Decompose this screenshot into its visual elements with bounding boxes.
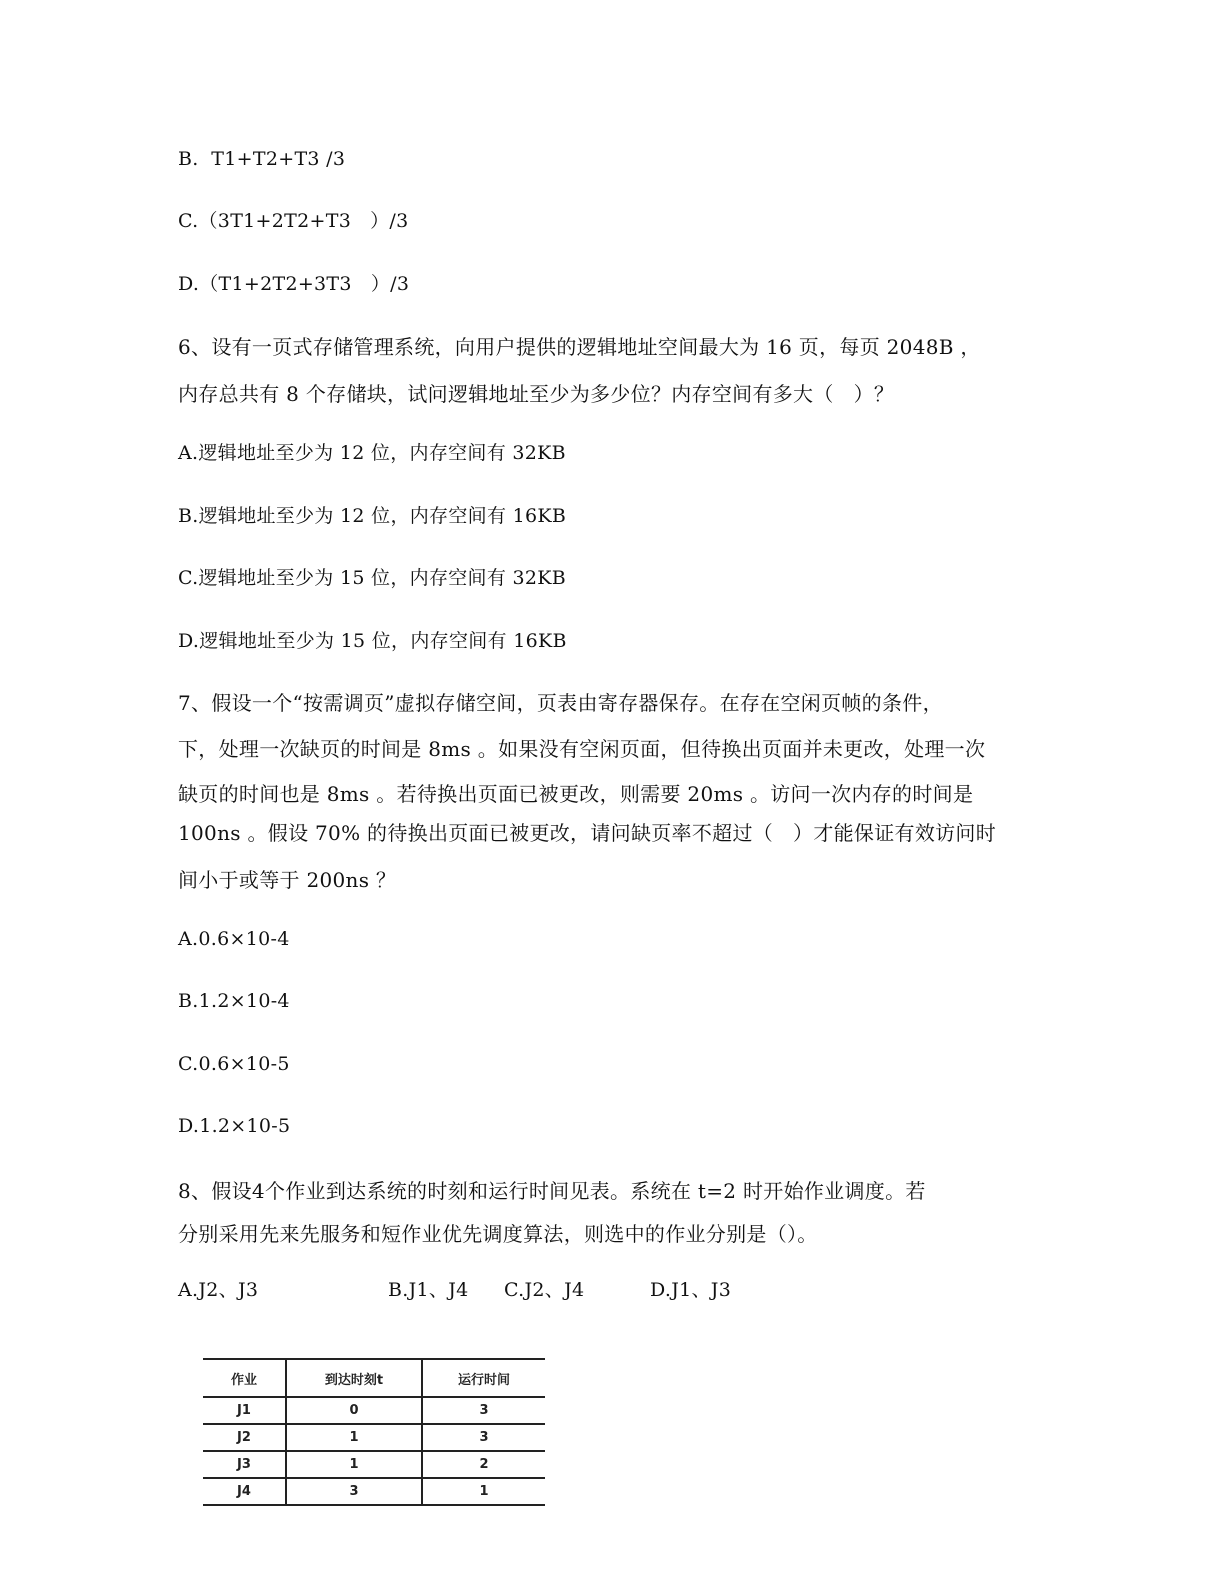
cell-arrival: 1 [286,1451,422,1478]
header-run-time: 运行时间 [422,1359,545,1397]
q8-option-d: D.J1、J3 [650,1279,732,1301]
cell-arrival: 0 [286,1397,422,1424]
q5-option-c: C.（3T1+2T2+T3 ）/3 [178,210,409,232]
table-row [203,1451,545,1478]
q6-option-a: A.逻辑地址至少为 12 位，内存空间有 32KB [178,442,566,464]
q8-stem-line-2: 分别采用先来先服务和短作业优先调度算法，则选中的作业分别是（）。 [178,1222,818,1246]
cell-run: 3 [422,1397,545,1424]
cell-job: J2 [203,1424,286,1451]
table-row [203,1424,545,1451]
q6-option-c: C.逻辑地址至少为 15 位，内存空间有 32KB [178,567,567,589]
table-row [203,1397,545,1424]
q7-option-d: D.1.2×10-5 [178,1115,291,1137]
q6-stem-line-2: 内存总共有 8 个存储块，试问逻辑地址至少为多少位？内存空间有多大（ ）？ [178,382,895,406]
q6-option-d: D.逻辑地址至少为 15 位，内存空间有 16KB [178,630,567,652]
cell-run: 2 [422,1451,545,1478]
q8-option-a: A.J2、J3 [178,1279,259,1301]
q8-option-c: C.J2、J4 [504,1279,585,1301]
q5-option-d: D.（T1+2T2+3T3 ）/3 [178,273,410,295]
q7-option-a: A.0.6×10-4 [178,928,290,950]
cell-run: 3 [422,1424,545,1451]
cell-arrival: 3 [286,1478,422,1505]
table-row [203,1478,545,1505]
cell-run: 1 [422,1478,545,1505]
q5-option-b: B. T1+T2+T3 /3 [178,148,346,170]
q8-option-b: B.J1、J4 [388,1279,469,1301]
q7-stem-line-1: 7、假设一个“按需调页”虚拟存储空间，页表由寄存器保存。在存在空闲页帧的条件， [178,691,943,715]
cell-job: J3 [203,1451,286,1478]
q7-option-c: C.0.6×10-5 [178,1053,290,1075]
q7-stem-line-4: 100ns 。假设 70% 的待换出页面已被更改，请问缺页率不超过（ ）才能保证有效访问时 [178,821,997,845]
q7-stem-line-5: 间小于或等于 200ns ？ [178,868,397,892]
header-job: 作业 [203,1359,286,1397]
q7-option-b: B.1.2×10-4 [178,990,290,1012]
q6-stem-line-1: 6、设有一页式存储管理系统，向用户提供的逻辑地址空间最大为 16 页，每页 2048B ， [178,335,981,359]
q7-stem-line-2: 下，处理一次缺页的时间是 8ms 。如果没有空闲页面，但待换出页面并未更改，处理一次 [178,737,986,761]
job-arrival-table [203,1358,545,1506]
cell-job: J4 [203,1478,286,1505]
table-header-row [203,1359,545,1397]
cell-job: J1 [203,1397,286,1424]
header-arrival-time: 到达时刻t [286,1359,422,1397]
q8-stem-line-1: 8、假设4个作业到达系统的时刻和运行时间见表。系统在 t=2 时开始作业调度。若 [178,1179,926,1203]
q7-stem-line-3: 缺页的时间也是 8ms 。若待换出页面已被更改，则需要 20ms 。访问一次内存的时间是 [178,782,974,806]
cell-arrival: 1 [286,1424,422,1451]
q6-option-b: B.逻辑地址至少为 12 位，内存空间有 16KB [178,505,567,527]
